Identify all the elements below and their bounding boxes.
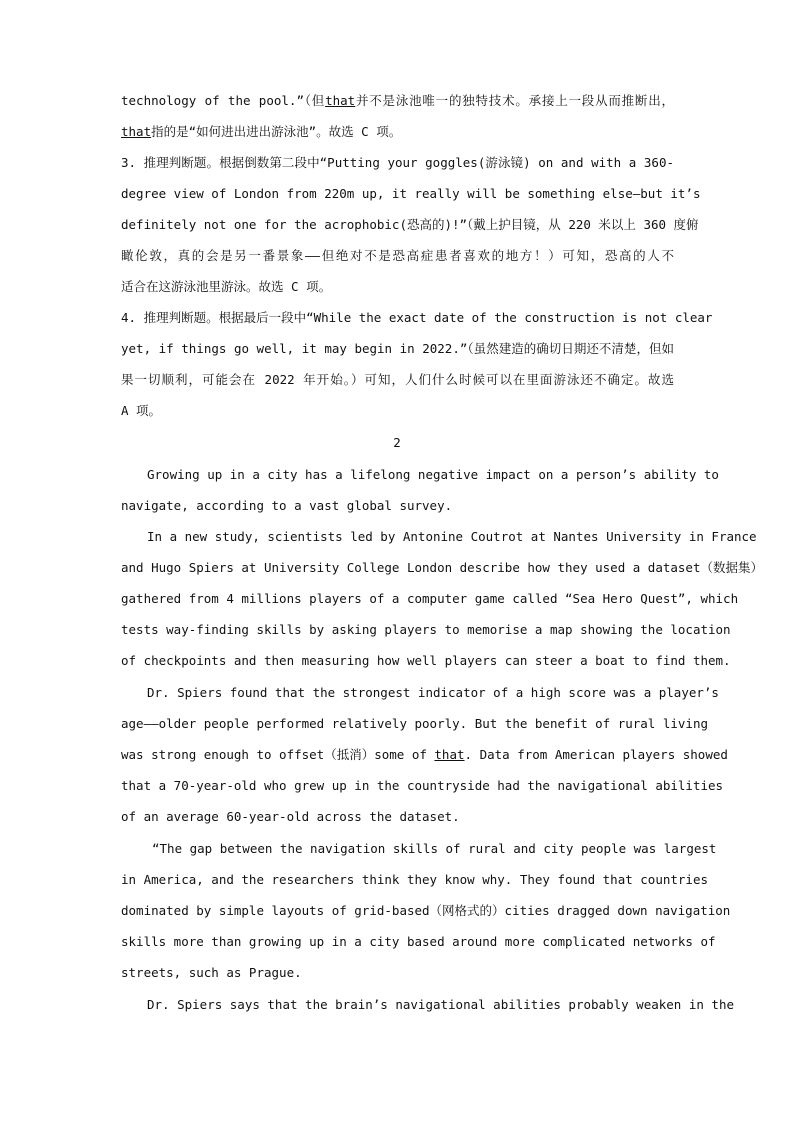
passage-line: streets, such as Prague. xyxy=(121,965,302,980)
passage-line: Dr. Spiers found that the strongest indicator of a high score was a player’s xyxy=(147,685,719,700)
passage-line: tests way-finding skills by asking players to memorise a map showing the location xyxy=(121,622,731,637)
passage-line: of an average 60-year-old across the dataset. xyxy=(121,809,460,824)
underlined-word: that xyxy=(434,747,465,762)
explanation-line: yet, if things go well, it may begin in 2022.”（虽然建造的确切日期还不清楚，但如 xyxy=(121,341,674,356)
passage-line: In a new study, scientists led by Antonine Coutrot at Nantes University in France xyxy=(147,529,757,544)
explanation-line: A 项。 xyxy=(121,403,162,418)
explanation-line: 适合在这游泳池里游泳。故选 C 项。 xyxy=(121,279,332,294)
explanation-line: 3. 推理判断题。根据倒数第二段中“Putting your goggles(游泳镜) on and with a 360- xyxy=(121,155,674,170)
passage-line: and Hugo Spiers at University College London describe how they used a dataset（数据集） xyxy=(121,560,763,575)
explanation-line: degree view of London from 220m up, it really will be something else—but it’s xyxy=(121,186,701,201)
passage-line: “The gap between the navigation skills of rural and city people was largest xyxy=(152,841,717,856)
passage-line: that a 70-year-old who grew up in the countryside had the navigational abilities xyxy=(121,778,724,793)
explanation-line: 果一切顺利，可能会在 2022 年开始。）可知，人们什么时候可以在里面游泳还不确定。故选 xyxy=(121,372,674,387)
passage-line: Dr. Spiers says that the brain’s navigational abilities probably weaken in the xyxy=(147,997,734,1012)
underlined-word: that xyxy=(325,93,356,108)
passage-line: dominated by simple layouts of grid-based（网格式的）cities dragged down navigation xyxy=(121,903,731,918)
explanation-line: definitely not one for the acrophobic(恐高的)!”（戴上护目镜，从 220 米以上 360 度俯 xyxy=(121,217,699,232)
passage-line: navigate, according to a vast global survey. xyxy=(121,498,453,513)
explanation-line: 4. 推理判断题。根据最后一段中“While the exact date of the construction is not clear xyxy=(121,310,713,325)
explanation-line: that指的是“如何进出进出游泳池”。故选 C 项。 xyxy=(121,124,402,139)
section-number: 2 xyxy=(393,435,401,450)
passage-line: gathered from 4 millions players of a computer game called “Sea Hero Quest”, which xyxy=(121,591,739,606)
passage-line: age——older people performed relatively poorly. But the benefit of rural living xyxy=(121,716,708,731)
underlined-word: that xyxy=(121,124,152,139)
passage-line: in America, and the researchers think they know why. They found that countries xyxy=(121,872,708,887)
passage-line: of checkpoints and then measuring how well players can steer a boat to find them. xyxy=(121,653,731,668)
passage-line: was strong enough to offset（抵消）some of that. Data from American players showed xyxy=(121,747,728,762)
passage-line: skills more than growing up in a city based around more complicated networks of xyxy=(121,934,716,949)
passage-line: Growing up in a city has a lifelong negative impact on a person’s ability to xyxy=(147,467,719,482)
explanation-line: technology of the pool.”（但that并不是泳池唯一的独特技术。承接上一段从而推断出， xyxy=(121,93,674,108)
explanation-line: 瞰伦敦，真的会是另一番景象——但绝对不是恐高症患者喜欢的地方！）可知，恐高的人不 xyxy=(121,248,674,263)
